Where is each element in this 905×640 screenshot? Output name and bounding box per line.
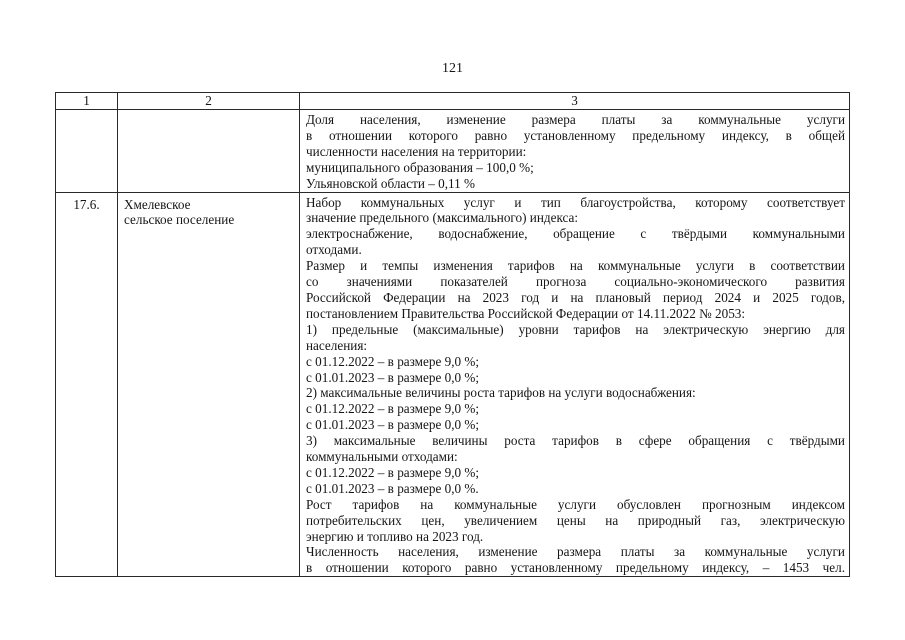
content-line: значение предельного (максимального) индекса: [306, 210, 579, 226]
page-number: 121 [442, 61, 463, 76]
content-line: 3) максимальные величины роста тарифов в сфере обращения с твёрдыми [306, 433, 845, 449]
content-line: с 01.12.2022 – в размере 9,0 %; [306, 353, 480, 369]
content-line: 2) максимальные величины роста тарифов на услуги водоснабжения: [306, 385, 696, 401]
content-line: Численность населения, изменение размера платы за коммунальные услуги [306, 544, 845, 560]
content-line: численности населения на территории: [306, 143, 527, 159]
content-line: Ульяновской области – 0,11 % [306, 175, 475, 191]
content-line: со значениями показателей прогноза социально-экономического развития [306, 274, 845, 290]
table-row [56, 110, 850, 193]
content-line: Размер и темпы изменения тарифов на коммунальные услуги в соответствии [306, 258, 845, 274]
settlement-name-cell [118, 192, 300, 577]
content-line: Доля населения, изменение размера платы за коммунальные услуги [306, 112, 845, 127]
row-number [56, 110, 118, 193]
content-line: с 01.12.2022 – в размере 9,0 %; [306, 464, 480, 480]
content-line: отходами. [306, 242, 362, 258]
column-header-1: 1 [56, 93, 118, 110]
column-header-2: 2 [118, 93, 300, 110]
settlement-name-cell [118, 110, 300, 193]
content-line: с 01.01.2023 – в размере 0,0 %; [306, 417, 480, 433]
content-cell [300, 110, 850, 193]
content-line: постановлением Правительства Российской Федерации от 14.11.2022 № 2053: [306, 305, 746, 321]
content-line: энергию и топливо на 2023 год. [306, 528, 484, 544]
content-line: с 01.01.2023 – в размере 0,0 %. [306, 480, 479, 496]
tariff-table [55, 92, 850, 577]
content-line: Рост тарифов на коммунальные услуги обусловлен прогнозным индексом [306, 496, 845, 512]
row-number: 17.6. [56, 192, 118, 577]
content-line: коммунальными отходами: [306, 449, 458, 465]
content-line: с 01.12.2022 – в размере 9,0 %; [306, 401, 480, 417]
settlement-name-line: Хмелевское [124, 196, 191, 212]
content-line: Российской Федерации на 2023 год и на плановый период 2024 и 2025 годов, [306, 289, 845, 305]
content-line: муниципального образования – 100,0 %; [306, 159, 534, 175]
content-line: Набор коммунальных услуг и тип благоустройства, которому соответствует [306, 194, 845, 210]
table-row [56, 192, 850, 577]
content-line: в отношении которого равно установленному предельному индексу, в общей [306, 127, 845, 143]
settlement-name-line: сельское поселение [124, 212, 235, 228]
column-header-3: 3 [300, 93, 850, 110]
content-line: населения: [306, 337, 368, 353]
content-cell [300, 192, 850, 577]
content-line: потребительских цен, увеличением цены на природный газ, электрическую [306, 512, 845, 528]
table-header-row [56, 93, 850, 110]
content-line: 1) предельные (максимальные) уровни тарифов на электрическую энергию для [306, 321, 845, 337]
content-line: с 01.01.2023 – в размере 0,0 %; [306, 369, 480, 385]
content-line: в отношении которого равно установленному предельному индексу, – 1453 чел. [306, 560, 845, 576]
content-line: электроснабжение, водоснабжение, обращение с твёрдыми коммунальными [306, 226, 845, 242]
